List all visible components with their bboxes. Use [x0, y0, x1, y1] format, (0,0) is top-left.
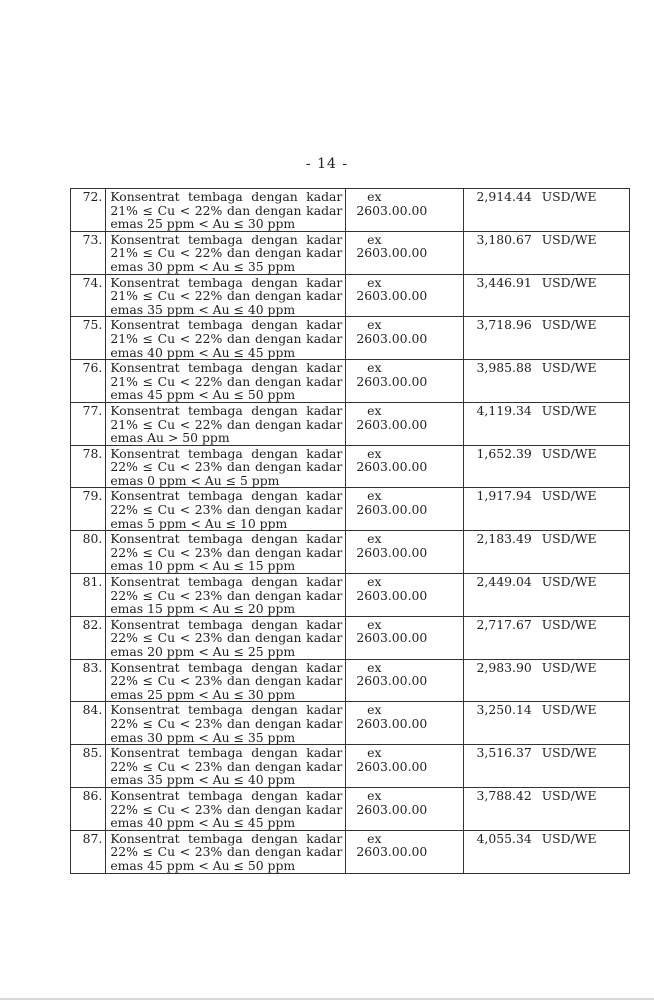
ex-label: ex	[367, 445, 382, 461]
price-value: 3,718.96	[476, 317, 532, 333]
ex-label: ex	[367, 531, 382, 547]
description-line: emas 35 ppm < Au ≤ 40 ppm	[110, 301, 296, 317]
product-description	[106, 574, 346, 617]
row-number: 73.	[71, 231, 106, 274]
description-line: emas 20 ppm < Au ≤ 25 ppm	[110, 644, 296, 659]
price-value: 4,119.34	[476, 402, 532, 418]
price-unit: USD/WE	[541, 189, 597, 204]
price-cell	[463, 189, 629, 232]
description-line: Konsentrat tembaga dengan kadar	[110, 189, 343, 204]
ex-label: ex	[367, 189, 382, 204]
hs-code: 2603.00.00	[356, 715, 428, 731]
price-cell	[463, 488, 629, 531]
row-number: 79.	[71, 488, 106, 531]
description-line: emas 40 ppm < Au ≤ 45 ppm	[110, 815, 296, 831]
description-line: 22% ≤ Cu < 23% dan dengan kadar	[110, 715, 343, 731]
product-description	[106, 745, 346, 788]
description-line: Konsentrat tembaga dengan kadar	[110, 659, 343, 675]
hs-code-cell	[346, 488, 463, 531]
hs-code: 2603.00.00	[356, 459, 428, 475]
description-line: 22% ≤ Cu < 23% dan dengan kadar	[110, 758, 343, 774]
description-line: Konsentrat tembaga dengan kadar	[110, 231, 343, 247]
description-line: Konsentrat tembaga dengan kadar	[110, 488, 343, 504]
hs-code-cell	[346, 574, 463, 617]
price-cell	[463, 787, 629, 830]
description-line: Konsentrat tembaga dengan kadar	[110, 574, 343, 590]
description-line: 22% ≤ Cu < 23% dan dengan kadar	[110, 459, 343, 475]
description-line: Konsentrat tembaga dengan kadar	[110, 702, 343, 718]
price-cell	[463, 574, 629, 617]
price-unit: USD/WE	[541, 616, 597, 632]
table-row	[71, 445, 630, 488]
row-number: 84.	[71, 702, 106, 745]
price-value: 3,516.37	[476, 745, 532, 761]
description-line: emas 45 ppm < Au ≤ 50 ppm	[110, 387, 296, 403]
price-value: 3,250.14	[476, 702, 532, 718]
ex-label: ex	[367, 702, 382, 718]
row-number: 78.	[71, 445, 106, 488]
hs-code-cell	[346, 231, 463, 274]
description-line: Konsentrat tembaga dengan kadar	[110, 745, 343, 761]
product-description	[106, 659, 346, 702]
tariff-table	[70, 188, 630, 874]
description-line: Konsentrat tembaga dengan kadar	[110, 402, 343, 418]
product-description	[106, 360, 346, 403]
row-number: 77.	[71, 402, 106, 445]
hs-code-cell	[346, 659, 463, 702]
description-line: Konsentrat tembaga dengan kadar	[110, 274, 343, 290]
hs-code: 2603.00.00	[356, 844, 428, 860]
table-row	[71, 274, 630, 317]
description-line: Konsentrat tembaga dengan kadar	[110, 830, 343, 846]
hs-code: 2603.00.00	[356, 416, 428, 432]
hs-code: 2603.00.00	[356, 373, 428, 389]
hs-code-cell	[346, 317, 463, 360]
product-description	[106, 616, 346, 659]
description-line: emas 30 ppm < Au ≤ 35 ppm	[110, 729, 296, 745]
table-row	[71, 616, 630, 659]
table-row	[71, 531, 630, 574]
ex-label: ex	[367, 616, 382, 632]
description-line: emas 10 ppm < Au ≤ 15 ppm	[110, 558, 296, 574]
page-number: - 14 -	[305, 156, 349, 172]
price-unit: USD/WE	[541, 702, 597, 718]
price-unit: USD/WE	[541, 402, 597, 418]
ex-label: ex	[367, 402, 382, 418]
description-line: Konsentrat tembaga dengan kadar	[110, 616, 343, 632]
description-line: 22% ≤ Cu < 23% dan dengan kadar	[110, 844, 343, 860]
description-line: emas 25 ppm < Au ≤ 30 ppm	[110, 686, 296, 702]
hs-code: 2603.00.00	[356, 202, 428, 218]
price-cell	[463, 659, 629, 702]
table-body	[71, 189, 630, 874]
row-number: 82.	[71, 616, 106, 659]
row-number: 83.	[71, 659, 106, 702]
hs-code-cell	[346, 745, 463, 788]
hs-code-cell	[346, 787, 463, 830]
ex-label: ex	[367, 574, 382, 590]
row-number: 74.	[71, 274, 106, 317]
description-line: Konsentrat tembaga dengan kadar	[110, 445, 343, 461]
description-line: 21% ≤ Cu < 22% dan dengan kadar	[110, 373, 343, 389]
price-value: 4,055.34	[476, 830, 532, 846]
table-row	[71, 787, 630, 830]
table-row	[71, 402, 630, 445]
description-line: emas 40 ppm < Au ≤ 45 ppm	[110, 344, 296, 360]
price-value: 1,917.94	[476, 488, 532, 504]
description-line: emas 5 ppm < Au ≤ 10 ppm	[110, 515, 288, 531]
price-value: 2,914.44	[476, 189, 532, 204]
product-description	[106, 830, 346, 873]
hs-code-cell	[346, 702, 463, 745]
price-cell	[463, 830, 629, 873]
hs-code: 2603.00.00	[356, 673, 428, 689]
product-description	[106, 189, 346, 232]
price-cell	[463, 402, 629, 445]
price-cell	[463, 531, 629, 574]
product-description	[106, 317, 346, 360]
hs-code: 2603.00.00	[356, 245, 428, 261]
price-value: 2,983.90	[476, 659, 532, 675]
hs-code: 2603.00.00	[356, 758, 428, 774]
hs-code: 2603.00.00	[356, 330, 428, 346]
description-line: Konsentrat tembaga dengan kadar	[110, 787, 343, 803]
product-description	[106, 402, 346, 445]
description-line: emas 25 ppm < Au ≤ 30 ppm	[110, 216, 296, 232]
product-description	[106, 787, 346, 830]
ex-label: ex	[367, 488, 382, 504]
table-row	[71, 317, 630, 360]
ex-label: ex	[367, 745, 382, 761]
ex-label: ex	[367, 317, 382, 333]
price-value: 2,717.67	[476, 616, 532, 632]
price-cell	[463, 360, 629, 403]
description-line: Konsentrat tembaga dengan kadar	[110, 317, 343, 333]
hs-code-cell	[346, 445, 463, 488]
description-line: 21% ≤ Cu < 22% dan dengan kadar	[110, 245, 343, 261]
product-description	[106, 274, 346, 317]
ex-label: ex	[367, 830, 382, 846]
table-row	[71, 574, 630, 617]
row-number: 85.	[71, 745, 106, 788]
price-value: 3,985.88	[476, 360, 532, 376]
price-unit: USD/WE	[541, 531, 597, 547]
price-cell	[463, 745, 629, 788]
hs-code: 2603.00.00	[356, 502, 428, 518]
price-unit: USD/WE	[541, 574, 597, 590]
hs-code-cell	[346, 274, 463, 317]
description-line: 21% ≤ Cu < 22% dan dengan kadar	[110, 202, 343, 218]
price-unit: USD/WE	[541, 445, 597, 461]
description-line: 21% ≤ Cu < 22% dan dengan kadar	[110, 416, 343, 432]
price-unit: USD/WE	[541, 360, 597, 376]
ex-label: ex	[367, 787, 382, 803]
table-row	[71, 360, 630, 403]
hs-code-cell	[346, 189, 463, 232]
row-number: 86.	[71, 787, 106, 830]
product-description	[106, 445, 346, 488]
row-number: 87.	[71, 830, 106, 873]
price-unit: USD/WE	[541, 787, 597, 803]
product-description	[106, 488, 346, 531]
description-line: emas 0 ppm < Au ≤ 5 ppm	[110, 472, 280, 488]
description-line: emas 15 ppm < Au ≤ 20 ppm	[110, 601, 296, 617]
row-number: 75.	[71, 317, 106, 360]
table-row	[71, 830, 630, 873]
row-number: 81.	[71, 574, 106, 617]
description-line: Konsentrat tembaga dengan kadar	[110, 360, 343, 376]
description-line: 21% ≤ Cu < 22% dan dengan kadar	[110, 288, 343, 304]
price-unit: USD/WE	[541, 274, 597, 290]
price-unit: USD/WE	[541, 231, 597, 247]
product-description	[106, 231, 346, 274]
price-cell	[463, 616, 629, 659]
description-line: emas 45 ppm < Au ≤ 50 ppm	[110, 857, 296, 873]
hs-code: 2603.00.00	[356, 587, 428, 603]
price-value: 1,652.39	[476, 445, 532, 461]
description-line: 22% ≤ Cu < 23% dan dengan kadar	[110, 544, 343, 560]
price-unit: USD/WE	[541, 317, 597, 333]
description-line: 22% ≤ Cu < 23% dan dengan kadar	[110, 587, 343, 603]
row-number: 72.	[71, 189, 106, 232]
price-unit: USD/WE	[541, 745, 597, 761]
ex-label: ex	[367, 659, 382, 675]
ex-label: ex	[367, 274, 382, 290]
price-value: 3,446.91	[476, 274, 532, 290]
price-cell	[463, 702, 629, 745]
price-cell	[463, 231, 629, 274]
table-row	[71, 745, 630, 788]
hs-code: 2603.00.00	[356, 288, 428, 304]
product-description	[106, 531, 346, 574]
row-number: 76.	[71, 360, 106, 403]
description-line: 22% ≤ Cu < 23% dan dengan kadar	[110, 801, 343, 817]
table-row	[71, 488, 630, 531]
hs-code: 2603.00.00	[356, 801, 428, 817]
hs-code: 2603.00.00	[356, 544, 428, 560]
description-line: 22% ≤ Cu < 23% dan dengan kadar	[110, 673, 343, 689]
price-unit: USD/WE	[541, 659, 597, 675]
product-description	[106, 702, 346, 745]
price-cell	[463, 445, 629, 488]
ex-label: ex	[367, 231, 382, 247]
hs-code-cell	[346, 616, 463, 659]
description-line: Konsentrat tembaga dengan kadar	[110, 531, 343, 547]
hs-code-cell	[346, 402, 463, 445]
table-row	[71, 659, 630, 702]
price-value: 2,449.04	[476, 574, 532, 590]
description-line: 22% ≤ Cu < 23% dan dengan kadar	[110, 502, 343, 518]
table-row	[71, 702, 630, 745]
hs-code-cell	[346, 360, 463, 403]
hs-code: 2603.00.00	[356, 630, 428, 646]
price-cell	[463, 274, 629, 317]
description-line: emas 30 ppm < Au ≤ 35 ppm	[110, 258, 296, 274]
table-row	[71, 189, 630, 232]
price-unit: USD/WE	[541, 830, 597, 846]
price-cell	[463, 317, 629, 360]
ex-label: ex	[367, 360, 382, 376]
description-line: 22% ≤ Cu < 23% dan dengan kadar	[110, 630, 343, 646]
price-unit: USD/WE	[541, 488, 597, 504]
price-value: 2,183.49	[476, 531, 532, 547]
description-line: 21% ≤ Cu < 22% dan dengan kadar	[110, 330, 343, 346]
table-row	[71, 231, 630, 274]
price-value: 3,788.42	[476, 787, 532, 803]
price-value: 3,180.67	[476, 231, 532, 247]
description-line: emas 35 ppm < Au ≤ 40 ppm	[110, 772, 296, 788]
description-line: emas Au > 50 ppm	[110, 430, 230, 446]
hs-code-cell	[346, 830, 463, 873]
hs-code-cell	[346, 531, 463, 574]
row-number: 80.	[71, 531, 106, 574]
